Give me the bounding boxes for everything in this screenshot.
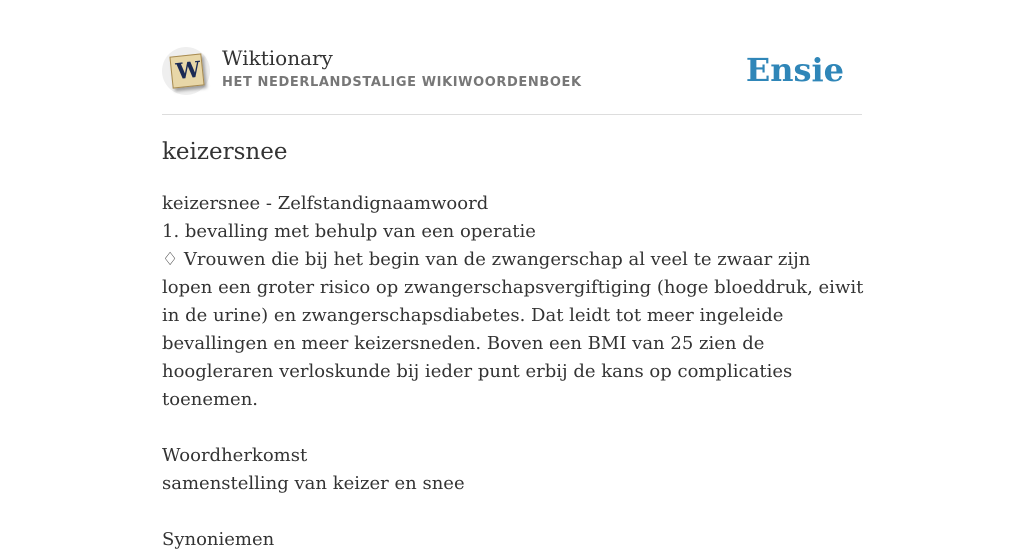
logo-letter: W bbox=[174, 56, 203, 86]
ensie-brand-logo[interactable]: Ensie bbox=[745, 51, 844, 89]
paragraph-spacer bbox=[162, 498, 864, 526]
site-header bbox=[162, 44, 862, 115]
paragraph-spacer bbox=[162, 414, 864, 442]
synonyms-heading: Synoniemen bbox=[162, 529, 275, 550]
definition: 1. bevalling met behulp van een operatie bbox=[162, 221, 536, 242]
wiktionary-logo[interactable] bbox=[162, 47, 210, 95]
etymology-heading: Woordherkomst bbox=[162, 445, 308, 466]
site-title[interactable]: Wiktionary bbox=[222, 46, 333, 70]
entry-content bbox=[162, 190, 864, 554]
etymology-text: samenstelling van keizer en snee bbox=[162, 473, 465, 494]
wiktionary-tile-icon bbox=[169, 53, 204, 88]
example-sentence: ♢ Vrouwen die bij het begin van de zwangerschap al veel te zwaar zijn lopen een groter risico op zwangerschapsvergiftiging (hoge bloeddruk, eiwit in de urine) en zwangerschapsdiabetes. Dat leidt tot meer ingeleide bevallingen en meer keizersneden. Boven een BMI van 25 zien de hoogleraren verloskunde bij ieder punt erbij de kans op complicaties toenemen. bbox=[162, 249, 864, 410]
site-subtitle: HET NEDERLANDSTALIGE WIKIWOORDENBOEK bbox=[222, 75, 582, 90]
page-title: keizersnee bbox=[162, 139, 288, 165]
headword-line: keizersnee - Zelfstandignaamwoord bbox=[162, 193, 489, 214]
